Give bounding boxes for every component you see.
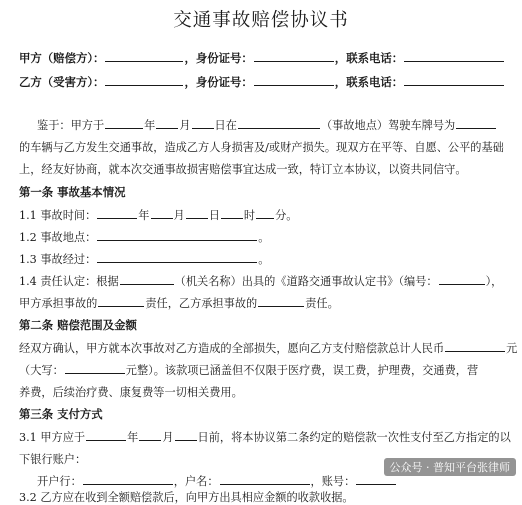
account-name-label: ，户名： — [173, 475, 219, 488]
party-a-id-label: ，身份证号： — [184, 51, 253, 65]
item-text: ）， — [485, 275, 503, 288]
item-label: 1.4 责任认定：根据 — [19, 275, 119, 288]
party-b-id-label: ，身份证号： — [184, 75, 253, 89]
time-hour-blank[interactable] — [221, 207, 243, 219]
time-month-blank[interactable] — [151, 207, 173, 219]
pay-month-blank[interactable] — [139, 429, 161, 441]
time-day-blank[interactable] — [186, 207, 208, 219]
item-label: 3.1 甲方应于 — [19, 431, 86, 444]
item-text: （大写： — [19, 364, 64, 377]
watermark — [384, 458, 517, 476]
item-text: 月 — [173, 209, 185, 222]
party-b-liability-blank[interactable] — [258, 295, 304, 307]
item-label: 1.2 事故地点： — [19, 231, 97, 244]
account-number-label: ，账号： — [310, 475, 356, 488]
section-1-item-3 — [19, 251, 270, 267]
section-1-item-4 — [19, 273, 502, 289]
item-text: 甲方承担事故的 — [19, 297, 98, 310]
item-text: 时 — [243, 209, 256, 222]
party-a-id-blank[interactable] — [254, 50, 334, 62]
item-text: 分。 — [275, 209, 298, 222]
section-1-item-2 — [19, 229, 270, 245]
pay-day-blank[interactable] — [175, 429, 197, 441]
report-number-blank[interactable] — [439, 273, 485, 285]
item-text: 。 — [258, 231, 270, 244]
preamble-text: 鉴于：甲方于 — [37, 119, 105, 132]
accident-location-blank[interactable] — [238, 117, 320, 129]
party-a-name-blank[interactable] — [105, 50, 183, 62]
item-text: 责任，乙方承担事故的 — [145, 297, 258, 310]
item-text: 月 — [162, 431, 174, 444]
watermark-text: 公众号 · 普知平台张律师 — [389, 461, 510, 474]
party-a-label: 甲方（赔偿方）： — [19, 51, 105, 65]
process-blank[interactable] — [97, 251, 257, 263]
item-label: 1.3 事故经过： — [19, 253, 97, 266]
section-3-item-1-line-2: 下银行账户： — [19, 453, 87, 466]
time-minute-blank[interactable] — [256, 207, 274, 219]
bank-info-line — [37, 473, 397, 489]
section-1-heading: 第一条 事故基本情况 — [19, 185, 126, 199]
party-a-line — [19, 50, 505, 66]
party-b-label: 乙方（受害方）： — [19, 75, 105, 89]
preamble-line-3: 上，经友好协商，就本次交通事故损害赔偿事宜达成一致，特订立本协议，以资共同信守。 — [19, 163, 467, 176]
preamble-month: 月 — [179, 119, 191, 132]
document-title: 交通事故赔偿协议书 — [173, 10, 349, 31]
section-1-item-1 — [19, 207, 298, 223]
section-2-line-1 — [19, 340, 517, 356]
item-text: 责任。 — [305, 297, 339, 310]
item-text: （机关名称）出具的《道路交通事故认定书》（编号： — [174, 275, 438, 288]
item-text: 年 — [127, 431, 139, 444]
section-2-line-2 — [19, 362, 478, 378]
party-a-phone-label: ，联系电话： — [334, 51, 404, 65]
time-year-blank[interactable] — [97, 207, 137, 219]
section-2-heading: 第二条 赔偿范围及金额 — [19, 318, 137, 332]
bank-name-blank[interactable] — [83, 473, 173, 485]
pay-year-blank[interactable] — [86, 429, 126, 441]
compensation-amount-blank[interactable] — [445, 340, 505, 352]
preamble-day: 日在 — [214, 119, 237, 132]
account-name-blank[interactable] — [220, 473, 310, 485]
authority-blank[interactable] — [120, 273, 174, 285]
party-b-line — [19, 74, 505, 90]
amount-in-words-blank[interactable] — [65, 362, 125, 374]
party-a-liability-blank[interactable] — [98, 295, 144, 307]
party-b-phone-blank[interactable] — [404, 74, 504, 86]
party-b-id-blank[interactable] — [254, 74, 334, 86]
party-b-phone-label: ，联系电话： — [334, 75, 404, 89]
accident-month-blank[interactable] — [156, 117, 178, 129]
accident-year-blank[interactable] — [105, 117, 143, 129]
section-2-line-3: 养费，后续治疗费、康复费等一切相关费用。 — [19, 386, 243, 399]
preamble-line-2: 的车辆与乙方发生交通事故，造成乙方人身损害及/或财产损失。现双方在平等、自愿、公平的基础 — [19, 141, 504, 154]
item-text: 经双方确认，甲方就本次事故对乙方造成的全部损失，愿向乙方支付赔偿款总计人民币 — [19, 342, 445, 355]
item-text: 元 — [506, 342, 518, 355]
plate-number-blank[interactable] — [456, 117, 496, 129]
item-text: 元整）。该款项已涵盖但不仅限于医疗费，误工费，护理费，交通费，营 — [125, 364, 479, 377]
item-text: 。 — [258, 253, 270, 266]
location-blank[interactable] — [97, 229, 257, 241]
preamble-plate-text: （事故地点）驾驶车牌号为 — [320, 119, 456, 132]
preamble-line-1 — [37, 117, 497, 133]
section-3-heading: 第三条 支付方式 — [19, 407, 103, 421]
item-text: 日 — [208, 209, 220, 222]
bank-label: 开户行： — [37, 475, 82, 488]
item-label: 1.1 事故时间： — [19, 209, 97, 222]
item-text: 日前，将本协议第二条约定的赔偿款一次性支付至乙方指定的以 — [197, 431, 511, 444]
party-a-phone-blank[interactable] — [404, 50, 504, 62]
party-b-name-blank[interactable] — [105, 74, 183, 86]
section-3-item-1 — [19, 429, 511, 445]
section-3-item-2: 3.2 乙方应在收到全额赔偿款后，向甲方出具相应金额的收款收据。 — [19, 491, 354, 504]
item-text: 年 — [138, 209, 150, 222]
preamble-year: 年 — [144, 119, 156, 132]
accident-day-blank[interactable] — [192, 117, 214, 129]
section-1-item-4-line-2 — [19, 295, 339, 311]
